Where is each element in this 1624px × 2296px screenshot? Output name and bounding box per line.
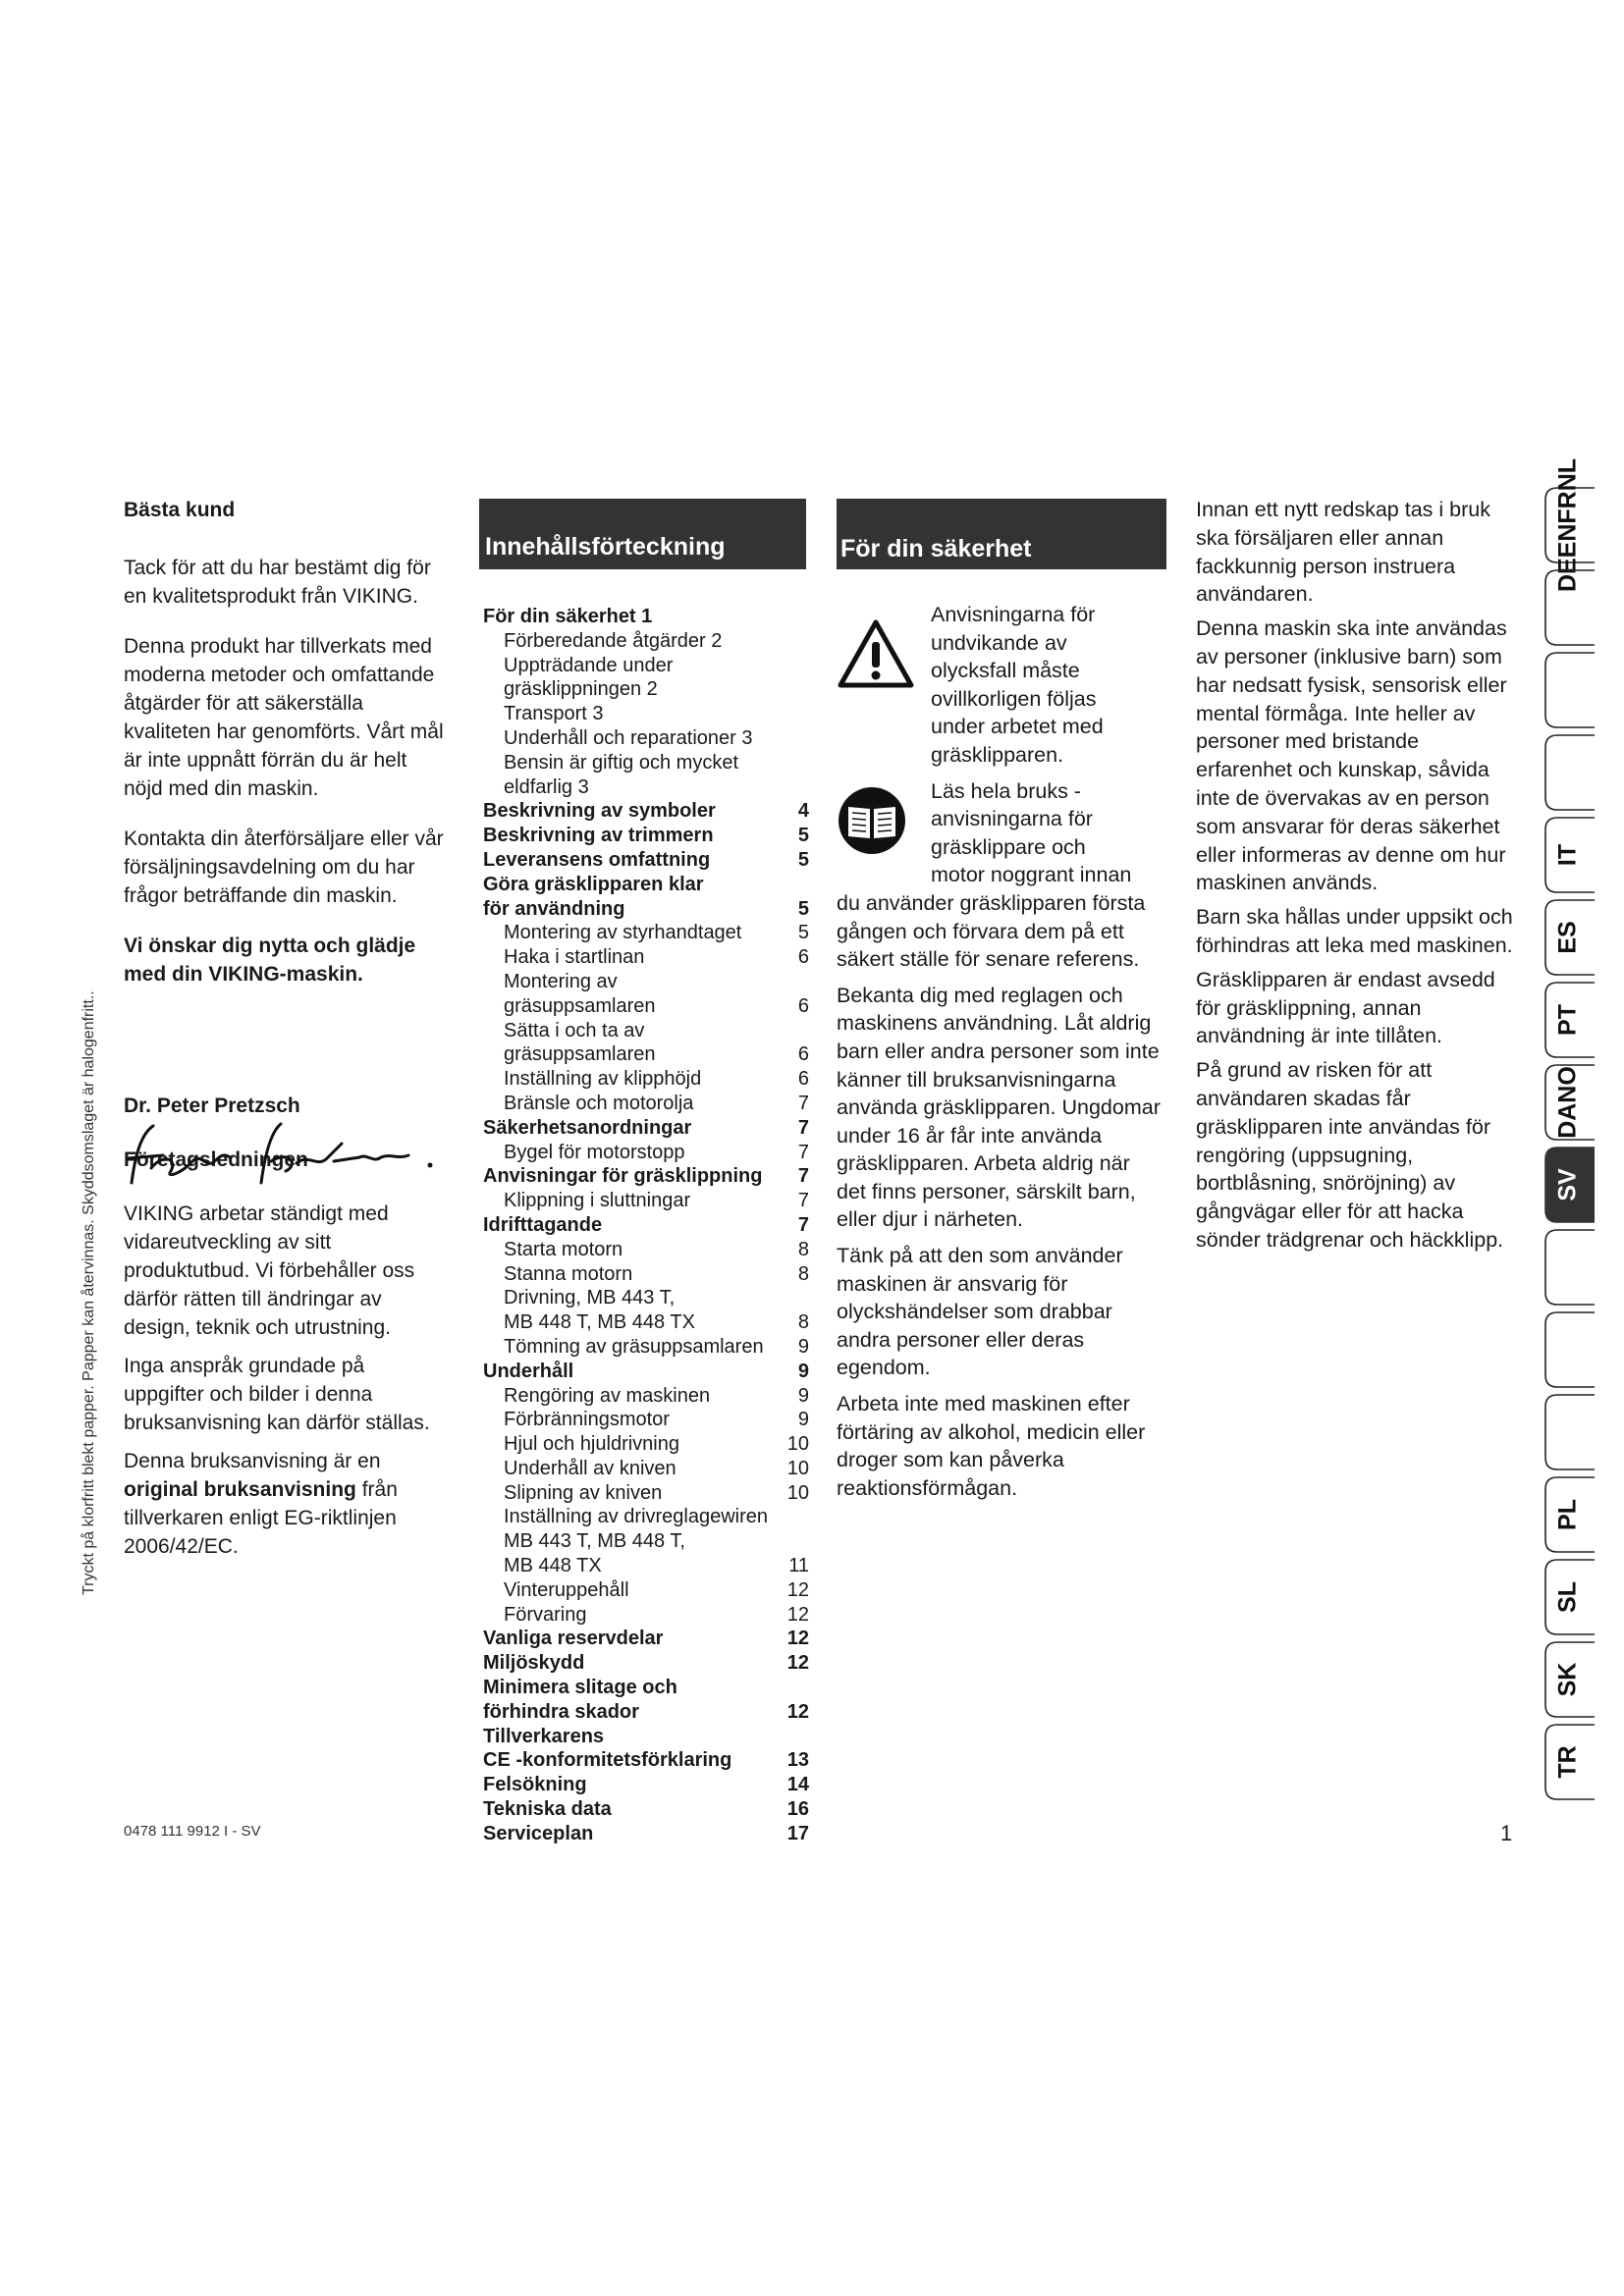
toc-entry-page: 9 <box>797 1360 809 1382</box>
toc-entry-page: 9 <box>797 1384 809 1407</box>
toc-entry-page: 7 <box>797 1190 809 1212</box>
safety-header <box>837 499 1166 569</box>
toc-entry-title: förhindra skador <box>483 1700 639 1723</box>
language-tab-label: SL <box>1553 1581 1582 1613</box>
language-tab[interactable] <box>1542 1558 1595 1634</box>
toc-entry-title: Transport 3 <box>504 703 604 725</box>
toc-entry-title: Montering av styrhandtaget <box>504 922 742 944</box>
toc-entry <box>483 1310 809 1335</box>
toc-entry <box>483 945 809 970</box>
language-tab[interactable] <box>1542 1228 1595 1305</box>
toc-entry-title: Hjul och hjuldrivning <box>504 1433 679 1456</box>
language-tab[interactable] <box>1542 898 1595 975</box>
toc-entry <box>483 1213 809 1238</box>
side-print-note: Tryckt på klorfritt blekt papper. Papper kan återvinnas. Skyddsomslaget är halogenfritt.. <box>81 990 97 1595</box>
toc-header <box>479 499 806 569</box>
letter-paragraph-2: Denna produkt har tillverkats med moderna metoder och omfattande åtgärder för att säkerställa kvaliteten har genomförts. Vårt mål är inte uppnått förrän du är helt nöjd med din maskin. <box>124 635 444 800</box>
toc-entry <box>483 1725 809 1749</box>
toc-title: Innehållsförteckning <box>485 533 726 561</box>
toc-entry <box>483 1505 809 1529</box>
toc-entry-title: eldfarlig 3 <box>504 775 589 798</box>
toc-entry-page <box>791 1676 809 1700</box>
toc-entry-page: 10 <box>786 1433 809 1456</box>
toc-entry-page <box>791 873 809 897</box>
toc-entry <box>483 994 809 1019</box>
toc-entry-title: Starta motorn <box>504 1238 623 1260</box>
toc-entry-page: 8 <box>797 1238 809 1260</box>
toc-entry-page: 5 <box>797 897 809 920</box>
toc-entry <box>483 1141 809 1165</box>
toc-entry-title: Haka i startlinan <box>504 946 645 969</box>
toc-entry-page: 10 <box>786 1481 809 1504</box>
toc-entry <box>483 1238 809 1262</box>
letter-paragraph-3: Kontakta din återförsäljare eller vår försäljningsavdelning om du har frågor beträffande din maskin. <box>124 828 444 907</box>
toc-entry-page: 6 <box>797 994 809 1017</box>
toc-entry-title: Drivning, MB 443 T, <box>504 1287 676 1309</box>
safety-line: under arbetet med <box>931 715 1104 739</box>
toc-entry <box>483 1432 809 1457</box>
toc-entry <box>483 1042 809 1067</box>
toc-entry-title: Förvaring <box>504 1603 587 1626</box>
toc-entry <box>483 1116 809 1141</box>
toc-entry <box>483 1067 809 1092</box>
toc-entry <box>483 1700 809 1725</box>
toc-entry-page: 5 <box>797 825 809 847</box>
toc-entry-page: 8 <box>797 1311 809 1334</box>
language-tab[interactable] <box>1542 457 1595 593</box>
toc-entry-title: Underhåll <box>483 1360 574 1382</box>
toc-entry-page: 7 <box>797 1116 809 1139</box>
toc-entry-page: 7 <box>797 1092 809 1114</box>
toc-entry <box>483 1748 809 1773</box>
toc-entry-page: 11 <box>788 1555 809 1577</box>
toc-entry-title: Klippning i sluttningar <box>504 1190 691 1212</box>
toc-entry-page <box>791 702 809 726</box>
toc-entry-page: 14 <box>786 1774 809 1796</box>
toc-entry-page: 9 <box>797 1409 809 1431</box>
toc-entry <box>483 751 809 775</box>
safety-line: gräsklippare och <box>931 834 1086 859</box>
safety-line: anvisningarna för <box>931 807 1093 831</box>
toc-entry-title: Förberedande åtgärder 2 <box>504 629 723 652</box>
toc-entry-title: gräsuppsamlaren <box>504 1043 656 1066</box>
letter-paragraph-5: Inga anspråk grundade på uppgifter och bilder i denna bruksanvisning kan därför ställas. <box>124 1355 430 1434</box>
toc-entry-title: Inställning av klipphöjd <box>504 1068 702 1091</box>
toc-entry-page: 12 <box>786 1603 809 1626</box>
toc-entry <box>483 921 809 945</box>
toc-entry <box>483 1676 809 1700</box>
language-tab[interactable] <box>1542 1310 1595 1387</box>
toc-entry <box>483 1189 809 1213</box>
toc-entry-page: 7 <box>797 1141 809 1163</box>
safety-line: motor noggrant innan <box>931 863 1132 887</box>
toc-entry-page <box>791 654 809 678</box>
safety-line: gräsklipparen. <box>931 742 1064 767</box>
language-tab-label: SV <box>1553 1168 1582 1201</box>
language-tab-label: SK <box>1553 1662 1582 1697</box>
toc-entry-page: 8 <box>797 1262 809 1285</box>
toc-entry <box>483 1773 809 1797</box>
toc-entry-page <box>791 751 809 775</box>
toc-entry-title: Beskrivning av symboler <box>483 800 716 823</box>
table-of-contents <box>483 605 809 1846</box>
letter-paragraph-1: Tack för att du har bestämt dig för en kvalitetsprodukt från VIKING. <box>124 557 431 608</box>
toc-entry-page <box>791 1529 809 1554</box>
toc-entry-title: Slipning av kniven <box>504 1481 663 1504</box>
language-tab-label: ES <box>1553 921 1582 954</box>
toc-entry <box>483 970 809 994</box>
language-tab[interactable] <box>1542 1723 1595 1799</box>
toc-entry-title: Bensin är giftig och mycket <box>504 751 738 774</box>
toc-entry-title: Leveransens omfattning <box>483 848 711 871</box>
toc-entry-page <box>791 1019 809 1043</box>
language-tab[interactable] <box>1542 981 1595 1057</box>
language-tab-label: TR <box>1553 1745 1582 1779</box>
toc-entry-title: MB 443 T, MB 448 T, <box>504 1530 685 1553</box>
language-tab-label: DANO <box>1553 1066 1582 1139</box>
toc-entry-page: 7 <box>797 1213 809 1236</box>
toc-entry <box>483 654 809 678</box>
toc-entry-page <box>791 970 809 994</box>
toc-entry <box>483 1164 809 1189</box>
toc-entry <box>483 873 809 897</box>
toc-entry-page: 12 <box>786 1578 809 1601</box>
toc-entry-title: Inställning av drivreglagewiren <box>504 1506 769 1528</box>
toc-entry-page <box>791 1725 809 1749</box>
safety-column <box>837 601 1163 1510</box>
toc-entry-title: Tekniska data <box>483 1798 612 1821</box>
col4-paragraph-4: Gräsklipparen är endast avsedd för gräsklippning, annan användning är inte tillåten. <box>1196 967 1495 1048</box>
language-tab[interactable] <box>1542 1063 1595 1140</box>
language-tab-label: PL <box>1553 1499 1582 1530</box>
language-tab[interactable] <box>1542 1146 1595 1222</box>
toc-entry-title: Serviceplan <box>483 1822 594 1844</box>
toc-entry-title: Bygel för motorstopp <box>504 1141 685 1163</box>
language-tab-label: DEENFRNL <box>1553 457 1582 593</box>
page-number: 1 <box>1500 1821 1513 1845</box>
toc-entry-page <box>791 726 809 751</box>
toc-entry-title: För din säkerhet 1 <box>483 606 653 627</box>
toc-entry <box>483 1408 809 1432</box>
toc-entry-title: Göra gräsklipparen klar <box>483 873 704 895</box>
toc-entry <box>483 1262 809 1287</box>
toc-entry-title: Sätta i och ta av <box>504 1019 645 1041</box>
toc-entry <box>483 1019 809 1043</box>
toc-entry <box>483 1457 809 1481</box>
toc-entry-title: Miljöskydd <box>483 1652 585 1675</box>
language-tab-label: IT <box>1553 843 1582 867</box>
toc-entry-page: 7 <box>797 1165 809 1188</box>
safety-line: undvikande av <box>931 630 1067 655</box>
toc-entry-title: MB 448 T, MB 448 TX <box>504 1311 695 1334</box>
letter-greeting: Bästa kund <box>124 499 236 521</box>
toc-entry-page: 6 <box>797 1043 809 1066</box>
signer-name: Dr. Peter Pretzsch <box>124 1095 300 1117</box>
toc-entry-title: Vinteruppehåll <box>504 1578 629 1601</box>
safety-line: Läs hela bruks - <box>931 778 1081 803</box>
toc-entry-page: 6 <box>797 946 809 969</box>
handwritten-signature <box>124 1114 448 1202</box>
read-manual-text <box>837 777 1163 889</box>
toc-entry-page: 5 <box>797 922 809 944</box>
language-tab[interactable] <box>1542 1475 1595 1552</box>
toc-entry <box>483 1822 809 1846</box>
toc-entry-title: CE -konformitetsförklaring <box>483 1749 732 1772</box>
toc-entry-title: Tömning av gräsuppsamlaren <box>504 1335 764 1358</box>
col4-paragraph-5: På grund av risken för att användaren skadas får gräsklipparen inte användas för rengöring (uppsugning, bortblåsning, snöröjning) av gångvägar eller för att hacka sönder trädgrenar och häckklipp. <box>1196 1058 1504 1252</box>
toc-entry-title: Idrifttagande <box>483 1213 603 1236</box>
toc-entry-page: 5 <box>797 848 809 871</box>
language-tab-label: PT <box>1553 1004 1582 1036</box>
safety-paragraph-4: Tänk på att den som använder maskinen är ansvarig för olyckshändelser som drabbar andra personer eller deras egendom. <box>837 1244 1123 1380</box>
safety-intro-text <box>837 601 1163 770</box>
toc-entry-page <box>791 1286 809 1310</box>
toc-entry-title: Säkerhetsanordningar <box>483 1116 692 1139</box>
document-code: 0478 111 9912 I - SV <box>124 1823 261 1840</box>
col4-paragraph-1: Innan ett nytt redskap tas i bruk ska försäljaren eller annan fackkunnig person instruera användaren. <box>1196 498 1490 607</box>
toc-entry <box>483 677 809 702</box>
toc-entry-page: 12 <box>786 1652 809 1675</box>
toc-entry-title: Felsökning <box>483 1774 587 1796</box>
toc-entry-page: 10 <box>786 1457 809 1479</box>
safety-title: För din säkerhet <box>840 535 1032 562</box>
toc-entry-page: 9 <box>797 1335 809 1358</box>
toc-entry-page: 17 <box>786 1822 809 1844</box>
toc-entry <box>483 1603 809 1628</box>
col4-paragraph-3: Barn ska hållas under uppsikt och förhindras att leka med maskinen. <box>1196 905 1513 957</box>
letter-column <box>124 496 448 1571</box>
toc-entry-title: gräsuppsamlaren <box>504 994 656 1017</box>
toc-entry <box>483 1384 809 1409</box>
toc-entry <box>483 1286 809 1310</box>
toc-entry-page: 4 <box>797 800 809 823</box>
toc-entry-title: Stanna motorn <box>504 1262 633 1285</box>
safety-paragraph-3: Bekanta dig med reglagen och maskinens användning. Låt aldrig barn eller andra personer som inte känner till bruksanvisningarna använda gräsklipparen. Ungdomar under 16 år får inte använda gräsklipparen. Arbeta aldrig när det finns personer, särskilt barn, eller djur i närheten. <box>837 983 1161 1232</box>
toc-entry <box>483 726 809 751</box>
toc-entry-page: 6 <box>797 1068 809 1091</box>
toc-entry <box>483 824 809 848</box>
toc-entry-page: 12 <box>786 1628 809 1650</box>
toc-entry-title: Bränsle och motorolja <box>504 1092 694 1114</box>
toc-entry <box>483 1578 809 1603</box>
safety-column-continued <box>1196 496 1520 1260</box>
toc-entry <box>483 897 809 922</box>
toc-entry <box>483 1797 809 1822</box>
language-tab[interactable] <box>1542 733 1595 810</box>
toc-entry <box>483 629 809 654</box>
toc-entry-title: Beskrivning av trimmern <box>483 825 714 847</box>
language-tab[interactable] <box>1542 1393 1595 1469</box>
language-tab[interactable] <box>1542 1640 1595 1717</box>
letter-paragraph-4: VIKING arbetar ständigt med vidareutveckling av sitt produktutbud. Vi förbehåller oss därför rätten till ändringar av design, teknik och utrustning. <box>124 1202 415 1339</box>
toc-entry-page <box>791 677 809 702</box>
language-tab[interactable] <box>1542 816 1595 892</box>
toc-entry-title: Underhåll av kniven <box>504 1457 677 1479</box>
letter-wish: Vi önskar dig nytta och glädje med din VIKING-maskin. <box>124 934 416 986</box>
toc-entry-title: Uppträdande under <box>504 654 674 676</box>
safety-line: Anvisningarna för <box>931 603 1096 626</box>
letter-paragraph-6: Denna bruksanvisning är en original bruksanvisning från tillverkaren enligt EG-riktlinjen 2006/42/EC. <box>124 1450 398 1558</box>
toc-entry <box>483 1335 809 1360</box>
toc-entry <box>483 1554 809 1578</box>
safety-paragraph-2: du använder gräsklipparen första gången och förvara dem på ett säkert ställe för senare referens. <box>837 890 1146 972</box>
toc-entry <box>483 848 809 873</box>
safety-line: olycksfall måste <box>931 659 1080 683</box>
toc-entry <box>483 1092 809 1116</box>
toc-entry <box>483 1651 809 1676</box>
toc-entry-page: 12 <box>786 1700 809 1723</box>
toc-entry-title: för användning <box>483 897 625 920</box>
toc-entry-title: Förbränningsmotor <box>504 1409 670 1431</box>
toc-entry-title: Montering av <box>504 970 618 992</box>
toc-entry <box>483 799 809 824</box>
toc-entry-title: Vanliga reservdelar <box>483 1628 664 1650</box>
toc-entry <box>483 775 809 800</box>
toc-entry-page: 13 <box>786 1749 809 1772</box>
toc-entry-page <box>791 775 809 800</box>
safety-paragraph-5: Arbeta inte med maskinen efter förtäring av alkohol, medicin eller droger som kan påverka reaktionsförmågan. <box>837 1392 1146 1500</box>
toc-entry <box>483 1360 809 1384</box>
toc-entry <box>483 1529 809 1554</box>
col4-paragraph-2: Denna maskin ska inte användas av personer (inklusive barn) som har nedsatt fysisk, sensorisk eller mental förmåga. Inte heller av personer med bristande erfarenhet och kunskap, såvida inte de övervakas av en person som ansvarar för deras säkerhet eller informeras av denne om hur maskinen används. <box>1196 616 1507 895</box>
toc-entry <box>483 702 809 726</box>
toc-entry-title: gräsklippningen 2 <box>504 678 658 701</box>
language-tab[interactable] <box>1542 651 1595 727</box>
toc-entry <box>483 1481 809 1506</box>
toc-entry-title: Underhåll och reparationer 3 <box>504 726 753 749</box>
toc-entry-page <box>791 629 809 654</box>
safety-line: ovillkorligen följas <box>931 686 1097 711</box>
signer-title: Företagsledningen <box>124 1148 308 1171</box>
toc-entry <box>483 605 809 629</box>
toc-entry-page <box>791 605 809 629</box>
toc-entry-page <box>791 1505 809 1529</box>
toc-entry-title: Rengöring av maskinen <box>504 1384 711 1407</box>
toc-entry-title: Anvisningar för gräsklippning <box>483 1165 763 1188</box>
toc-entry-title: Minimera slitage och <box>483 1677 677 1699</box>
language-tab[interactable] <box>1542 568 1595 645</box>
toc-entry-title: Tillverkarens <box>483 1725 605 1747</box>
toc-entry-page: 16 <box>786 1798 809 1821</box>
toc-entry <box>483 1627 809 1651</box>
toc-entry-title: MB 448 TX <box>504 1555 602 1577</box>
